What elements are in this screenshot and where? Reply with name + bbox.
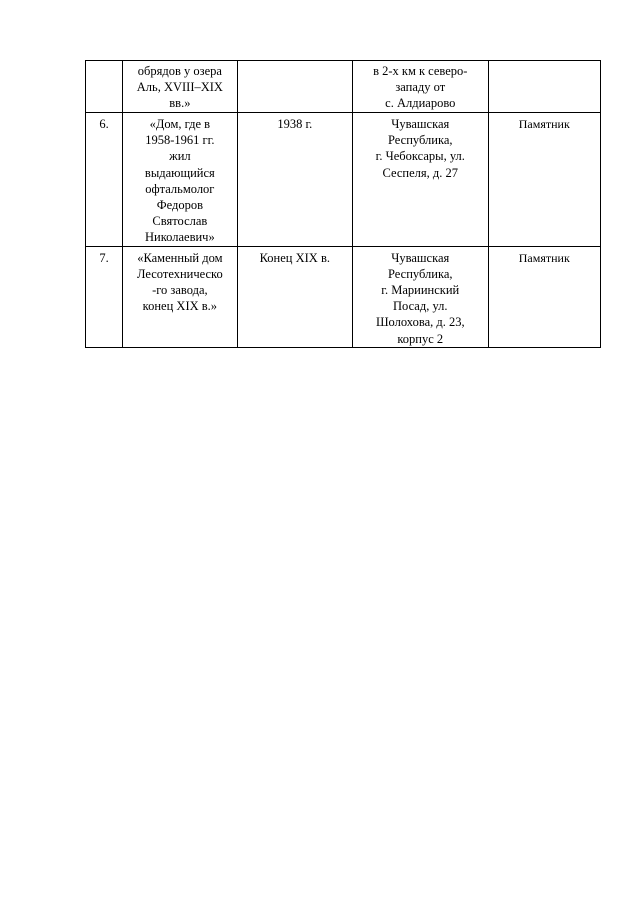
category-cell: Памятник [488, 246, 600, 347]
heritage-objects-table [85, 60, 601, 348]
object-name-cell: «Каменный дом Лесотехническо -го завода, конец XIX в.» [123, 246, 237, 347]
row-number-cell [86, 61, 123, 113]
location-cell: в 2-х км к северо- западу от с. Алдиарово [353, 61, 489, 113]
row-number-cell: 6. [86, 113, 123, 247]
object-name-cell: «Дом, где в 1958-1961 гг. жил выдающийся офтальмолог Федоров Святослав Николаевич» [123, 113, 237, 247]
table-row [86, 246, 601, 347]
category-cell [488, 61, 600, 113]
row-number-cell: 7. [86, 246, 123, 347]
location-cell: Чувашская Республика, г. Мариинский Посад, ул. Шолохова, д. 23, корпус 2 [353, 246, 489, 347]
dating-cell [237, 61, 352, 113]
location-cell: Чувашская Республика, г. Чебоксары, ул. Сеспеля, д. 27 [353, 113, 489, 247]
dating-cell: 1938 г. [237, 113, 352, 247]
table-row [86, 113, 601, 247]
object-name-cell: обрядов у озера Аль, XVIII–XIX вв.» [123, 61, 237, 113]
category-cell: Памятник [488, 113, 600, 247]
table-row-continuation [86, 61, 601, 113]
dating-cell: Конец XIX в. [237, 246, 352, 347]
